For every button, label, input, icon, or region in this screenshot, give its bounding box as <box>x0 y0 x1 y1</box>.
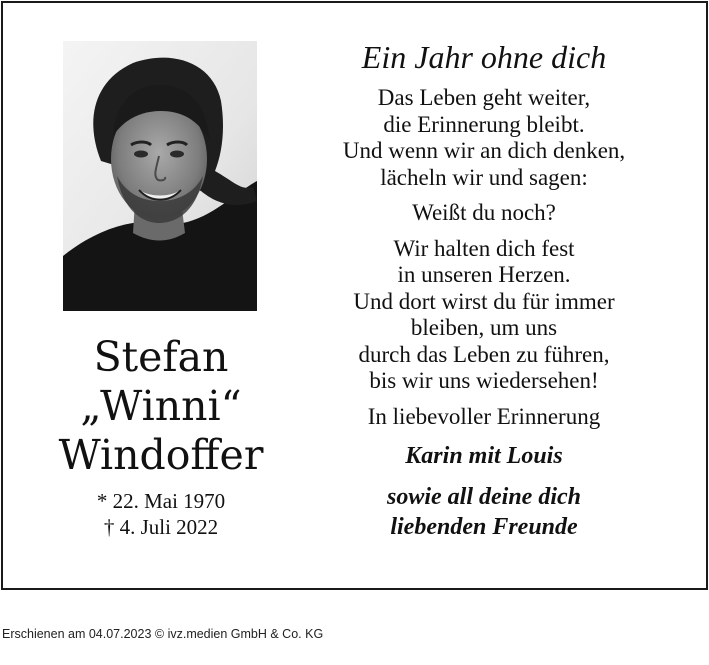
poem-line: Das Leben geht weiter, <box>377 85 591 110</box>
poem-line: Wir halten dich fest <box>393 235 575 261</box>
name-line-first: Stefan <box>93 333 229 381</box>
poem-line: durch das Leben zu führen, <box>358 341 610 367</box>
portrait-image <box>63 41 257 311</box>
life-dates <box>3 488 319 540</box>
obituary-notice <box>1 1 708 590</box>
signature-family: Karin mit Louis <box>405 442 563 469</box>
name-line-surname: Windoffer <box>58 431 264 479</box>
portrait-photo <box>63 41 257 311</box>
poem-line: in unseren Herzen. <box>397 262 571 287</box>
poem-line: Weißt du noch? <box>412 200 556 225</box>
signature-friends <box>288 482 680 542</box>
poem-block <box>288 37 680 542</box>
poem-title: Ein Jahr ohne dich <box>361 39 607 75</box>
poem-stanza-3 <box>288 236 680 395</box>
poem-line: bleiben, um uns <box>410 315 558 340</box>
poem-line: die Erinnerung bleibt. <box>383 111 585 137</box>
deceased-info <box>3 333 319 540</box>
signature-line: liebenden Freunde <box>390 513 578 540</box>
poem-line: bis wir uns wiedersehen! <box>369 368 599 393</box>
publication-footer: Erschienen am 04.07.2023 © ivz.medien GmbH & Co. KG <box>2 627 324 641</box>
birth-date: * 22. Mai 1970 <box>96 489 226 513</box>
poem-line: Und dort wirst du für immer <box>353 288 615 314</box>
signature-line: sowie all deine dich <box>387 483 581 510</box>
poem-line: Und wenn wir an dich denken, <box>342 138 626 163</box>
poem-stanza-1 <box>288 85 680 191</box>
name-line-nickname: „Winni“ <box>80 382 242 430</box>
memory-line: In liebevoller Erinnerung <box>367 403 601 429</box>
poem-stanza-2 <box>288 200 680 227</box>
death-date: † 4. Juli 2022 <box>103 515 219 539</box>
poem-line: lächeln wir und sagen: <box>380 164 588 190</box>
